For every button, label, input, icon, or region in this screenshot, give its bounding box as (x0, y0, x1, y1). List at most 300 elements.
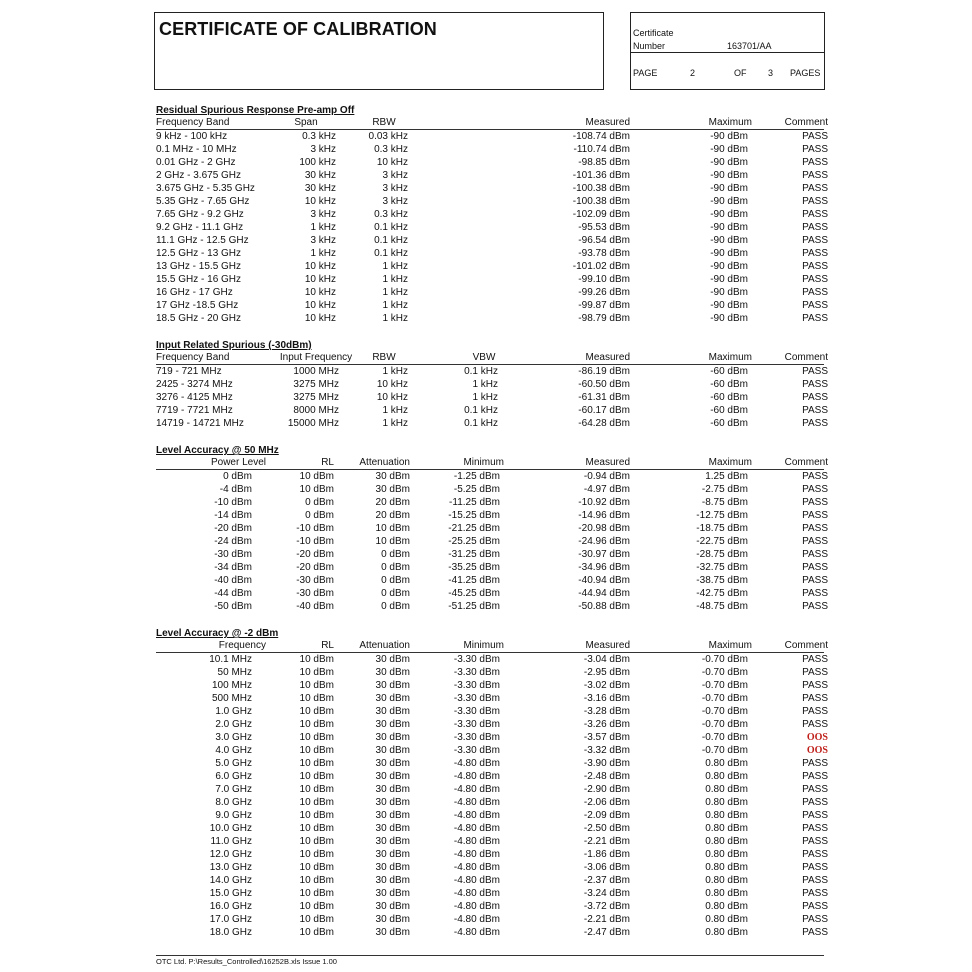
table-cell: -22.75 dBm (696, 536, 748, 547)
table-row (156, 587, 828, 600)
table-cell: -10 dBm (296, 536, 334, 547)
table-cell: -2.47 dBm (583, 927, 630, 938)
status-comment: PASS (802, 313, 828, 324)
status-comment: PASS (802, 693, 828, 704)
section-title: Level Accuracy @ 50 MHz (156, 445, 279, 456)
table-cell: -0.70 dBm (701, 667, 748, 678)
section-title: Input Related Spurious (-30dBm) (156, 340, 312, 351)
table-cell: 0 dBm (223, 471, 252, 482)
table-row (156, 835, 828, 848)
status-comment: PASS (802, 235, 828, 246)
table-cell: -100.38 dBm (572, 196, 630, 207)
page-number: 2 (690, 68, 696, 78)
status-comment: PASS (802, 523, 828, 534)
status-comment: PASS (802, 392, 828, 403)
table-header-row (156, 457, 828, 470)
status-comment: PASS (802, 209, 828, 220)
table-cell: 30 dBm (375, 810, 410, 821)
table-row (156, 574, 828, 587)
table-cell: -60.50 dBm (578, 379, 630, 390)
table-cell: 18.0 GHz (209, 927, 252, 938)
table-cell: -42.75 dBm (696, 588, 748, 599)
table-cell: -10 dBm (214, 497, 252, 508)
table-cell: 1000 MHz (293, 366, 339, 377)
table-row (156, 770, 828, 783)
column-header: Power Level (210, 457, 266, 468)
table-row (156, 874, 828, 887)
table-cell: 4.0 GHz (215, 745, 252, 756)
table-cell: -108.74 dBm (572, 131, 630, 142)
table-row (156, 900, 828, 913)
table-cell: 14.0 GHz (209, 875, 252, 886)
table-cell: 1.0 GHz (215, 706, 252, 717)
column-header: Measured (585, 457, 630, 468)
status-comment: PASS (802, 654, 828, 665)
table-cell: 10 dBm (299, 654, 334, 665)
table-cell: -50 dBm (214, 601, 252, 612)
column-header: Comment (784, 640, 828, 651)
table-row (156, 417, 828, 430)
table-cell: -5.25 dBm (453, 484, 500, 495)
total-pages: 3 (768, 68, 774, 78)
table-row (156, 796, 828, 809)
table-row (156, 483, 828, 496)
table-cell: -4.80 dBm (453, 836, 500, 847)
table-cell: 3 kHz (310, 235, 336, 246)
table-cell: 1.25 dBm (705, 471, 748, 482)
table-row (156, 809, 828, 822)
table-cell: -44 dBm (214, 588, 252, 599)
table-cell: 10 dBm (299, 901, 334, 912)
table-header-row (156, 117, 828, 130)
table-cell: 15.5 GHz - 16 GHz (156, 274, 242, 285)
status-comment: PASS (802, 471, 828, 482)
table-cell: 3 kHz (382, 196, 408, 207)
table-cell: -32.75 dBm (696, 562, 748, 573)
table-cell: -35.25 dBm (448, 562, 500, 573)
table-cell: -60 dBm (710, 418, 748, 429)
table-cell: -1.25 dBm (453, 471, 500, 482)
table-cell: 10 dBm (299, 706, 334, 717)
table-cell: -2.21 dBm (583, 836, 630, 847)
table-cell: -1.86 dBm (583, 849, 630, 860)
table-cell: -3.30 dBm (453, 719, 500, 730)
status-comment: PASS (802, 131, 828, 142)
table-cell: -45.25 dBm (448, 588, 500, 599)
status-comment: PASS (802, 405, 828, 416)
table-cell: -98.85 dBm (578, 157, 630, 168)
table-cell: 0.3 kHz (374, 144, 408, 155)
column-header: VBW (472, 352, 496, 363)
table-cell: 30 dBm (375, 875, 410, 886)
divider (631, 52, 824, 53)
table-row (156, 757, 828, 770)
table-row (156, 718, 828, 731)
table-cell: 10 dBm (299, 680, 334, 691)
table-cell: 20 dBm (375, 497, 410, 508)
column-header: Maximum (708, 457, 752, 468)
section-title: Residual Spurious Response Pre-amp Off (156, 105, 355, 116)
table-cell: 10 kHz (376, 157, 408, 168)
table-cell: 0.3 kHz (374, 209, 408, 220)
status-comment: PASS (802, 771, 828, 782)
table-cell: -110.74 dBm (573, 144, 630, 155)
table-cell: -3.30 dBm (453, 680, 500, 691)
table-row (156, 653, 828, 666)
table-cell: -90 dBm (710, 209, 748, 220)
table-row (156, 234, 828, 247)
status-comment: PASS (802, 706, 828, 717)
table-cell: 1 kHz (382, 405, 408, 416)
table-cell: 100 kHz (299, 157, 336, 168)
table-cell: -4.80 dBm (453, 901, 500, 912)
table-row (156, 221, 828, 234)
table-cell: 1 kHz (382, 366, 408, 377)
table-cell: -90 dBm (710, 261, 748, 272)
status-comment: PASS (802, 575, 828, 586)
column-header: Frequency Band (156, 352, 230, 363)
status-comment: PASS (802, 366, 828, 377)
status-comment: PASS (802, 914, 828, 925)
table-cell: 10 dBm (299, 732, 334, 743)
table-row (156, 496, 828, 509)
status-comment: PASS (802, 418, 828, 429)
table-cell: -31.25 dBm (448, 549, 500, 560)
table-cell: -4.80 dBm (453, 914, 500, 925)
table-cell: 0.80 dBm (705, 927, 748, 938)
table-cell: 7.0 GHz (215, 784, 252, 795)
table-cell: 1 kHz (382, 300, 408, 311)
table-cell: -41.25 dBm (448, 575, 500, 586)
table-cell: -8.75 dBm (701, 497, 748, 508)
table-cell: 0.80 dBm (705, 797, 748, 808)
table-cell: -90 dBm (710, 144, 748, 155)
table-row (156, 887, 828, 900)
table-cell: 10 dBm (299, 745, 334, 756)
table-cell: -18.75 dBm (696, 523, 748, 534)
table-cell: 6.0 GHz (215, 771, 252, 782)
table-cell: -90 dBm (710, 235, 748, 246)
table-cell: -3.06 dBm (583, 862, 630, 873)
table-cell: -14 dBm (214, 510, 252, 521)
table-row (156, 848, 828, 861)
status-comment: PASS (802, 222, 828, 233)
table-cell: 10 dBm (299, 771, 334, 782)
table-cell: 10 dBm (299, 667, 334, 678)
status-comment: PASS (802, 667, 828, 678)
status-comment: PASS (802, 510, 828, 521)
status-comment: PASS (802, 810, 828, 821)
table-row (156, 692, 828, 705)
table-cell: -4.80 dBm (453, 758, 500, 769)
status-comment: PASS (802, 719, 828, 730)
table-cell: -14.96 dBm (578, 510, 630, 521)
table-cell: -24.96 dBm (578, 536, 630, 547)
table-row (156, 744, 828, 757)
table-cell: -12.75 dBm (696, 510, 748, 521)
table-cell: -2.95 dBm (583, 667, 630, 678)
table-row (156, 509, 828, 522)
status-comment: PASS (802, 170, 828, 181)
table-cell: -21.25 dBm (448, 523, 500, 534)
column-header: Minimum (463, 457, 504, 468)
table-cell: 3.675 GHz - 5.35 GHz (156, 183, 255, 194)
table-cell: -3.28 dBm (583, 706, 630, 717)
column-header: Maximum (708, 117, 752, 128)
table-row (156, 260, 828, 273)
table-cell: -0.70 dBm (701, 745, 748, 756)
table-cell: 13 GHz - 15.5 GHz (156, 261, 242, 272)
table-cell: 16 GHz - 17 GHz (156, 287, 233, 298)
table-cell: -90 dBm (710, 170, 748, 181)
table-cell: -4.80 dBm (453, 823, 500, 834)
table-row (156, 299, 828, 312)
table-cell: -20 dBm (214, 523, 252, 534)
certificate-number: 163701/AA (727, 41, 772, 51)
page-label: PAGE (633, 68, 658, 78)
table-cell: 10 kHz (376, 379, 408, 390)
table-cell: 7.65 GHz - 9.2 GHz (156, 209, 244, 220)
table-cell: 7719 - 7721 MHz (156, 405, 233, 416)
status-comment: PASS (802, 379, 828, 390)
table-cell: 30 dBm (375, 888, 410, 899)
table-cell: -100.38 dBm (572, 183, 630, 194)
table-cell: 12.0 GHz (209, 849, 252, 860)
table-row (156, 404, 828, 417)
column-header: Measured (585, 640, 630, 651)
table-cell: -0.70 dBm (701, 706, 748, 717)
table-row (156, 391, 828, 404)
table-cell: 10 dBm (375, 536, 410, 547)
table-cell: 0 dBm (381, 575, 410, 586)
table-cell: 0 dBm (305, 497, 334, 508)
column-header: Attenuation (359, 457, 410, 468)
table-cell: -20 dBm (296, 562, 334, 573)
table-cell: 3275 MHz (293, 392, 339, 403)
table-cell: 10 dBm (299, 758, 334, 769)
table-cell: -90 dBm (710, 183, 748, 194)
table-cell: 10 dBm (299, 875, 334, 886)
table-cell: -38.75 dBm (696, 575, 748, 586)
table-cell: -25.25 dBm (448, 536, 500, 547)
table-cell: -90 dBm (710, 300, 748, 311)
table-cell: 10 dBm (299, 849, 334, 860)
table-cell: -3.90 dBm (583, 758, 630, 769)
number-label: Number (633, 41, 666, 51)
status-comment: PASS (802, 261, 828, 272)
status-comment: PASS (802, 588, 828, 599)
table-cell: 30 dBm (375, 862, 410, 873)
table-cell: -90 dBm (710, 157, 748, 168)
column-header: Maximum (708, 640, 752, 651)
table-cell: 30 dBm (375, 484, 410, 495)
table-cell: 10 kHz (304, 274, 336, 285)
table-cell: -2.75 dBm (701, 484, 748, 495)
table-cell: 10 kHz (376, 392, 408, 403)
table-cell: 1 kHz (382, 418, 408, 429)
column-header: Frequency (218, 640, 266, 651)
table-cell: -101.36 dBm (572, 170, 630, 181)
table-cell: 1 kHz (472, 392, 498, 403)
column-header: Minimum (463, 640, 504, 651)
table-cell: -40 dBm (296, 601, 334, 612)
table-cell: 0.80 dBm (705, 888, 748, 899)
status-comment: PASS (802, 823, 828, 834)
column-header: Comment (784, 352, 828, 363)
table-cell: -3.24 dBm (583, 888, 630, 899)
column-header: Maximum (708, 352, 752, 363)
table-cell: 17.0 GHz (209, 914, 252, 925)
table-row (156, 679, 828, 692)
status-comment: PASS (802, 875, 828, 886)
table-cell: 10 kHz (304, 196, 336, 207)
table-cell: 10 dBm (299, 862, 334, 873)
table-cell: 0 dBm (381, 562, 410, 573)
table-cell: 30 dBm (375, 797, 410, 808)
table-cell: 3 kHz (310, 209, 336, 220)
table-cell: -99.87 dBm (578, 300, 630, 311)
table-cell: 2 GHz - 3.675 GHz (156, 170, 242, 181)
table-cell: 10 dBm (299, 914, 334, 925)
table-cell: -4.80 dBm (453, 875, 500, 886)
table-cell: 0.80 dBm (705, 771, 748, 782)
table-row (156, 822, 828, 835)
table-cell: 3 kHz (382, 183, 408, 194)
table-cell: -15.25 dBm (448, 510, 500, 521)
table-cell: 100 MHz (211, 680, 252, 691)
table-cell: 0.1 kHz (464, 366, 498, 377)
table-cell: 10 dBm (299, 797, 334, 808)
table-cell: -40.94 dBm (578, 575, 630, 586)
of-label: OF (734, 68, 747, 78)
table-cell: -60.17 dBm (578, 405, 630, 416)
column-header: Span (294, 117, 318, 128)
table-row (156, 705, 828, 718)
table-cell: 10 dBm (299, 927, 334, 938)
table-row (156, 861, 828, 874)
table-cell: -34.96 dBm (578, 562, 630, 573)
table-row (156, 731, 828, 744)
status-comment: PASS (802, 183, 828, 194)
table-cell: -0.94 dBm (583, 471, 630, 482)
table-row (156, 286, 828, 299)
table-cell: -4.80 dBm (453, 862, 500, 873)
table-cell: -28.75 dBm (696, 549, 748, 560)
pages-label: PAGES (790, 68, 821, 78)
table-cell: 0.80 dBm (705, 862, 748, 873)
table-cell: 12.5 GHz - 13 GHz (156, 248, 242, 259)
table-cell: 16.0 GHz (209, 901, 252, 912)
certificate-info-box (630, 12, 825, 90)
table-cell: 30 kHz (304, 183, 336, 194)
table-row (156, 208, 828, 221)
table-cell: 30 dBm (375, 927, 410, 938)
status-comment: PASS (802, 784, 828, 795)
status-comment: PASS (802, 196, 828, 207)
table-cell: -60 dBm (710, 392, 748, 403)
table-cell: -102.09 dBm (572, 209, 630, 220)
table-cell: 3.0 GHz (215, 732, 252, 743)
table-cell: 10 kHz (304, 261, 336, 272)
table-cell: 3 kHz (310, 144, 336, 155)
table-cell: -90 dBm (710, 196, 748, 207)
level-accuracy-minus2dbm-section (156, 628, 828, 939)
table-row (156, 926, 828, 939)
table-cell: -24 dBm (214, 536, 252, 547)
table-cell: -30 dBm (214, 549, 252, 560)
table-cell: 3 kHz (382, 170, 408, 181)
table-cell: 30 dBm (375, 693, 410, 704)
table-row (156, 470, 828, 483)
table-row (156, 561, 828, 574)
status-comment: PASS (802, 497, 828, 508)
table-cell: 0.80 dBm (705, 849, 748, 860)
table-cell: 0.01 GHz - 2 GHz (156, 157, 236, 168)
table-cell: 30 dBm (375, 667, 410, 678)
table-cell: 0.80 dBm (705, 810, 748, 821)
table-cell: 30 dBm (375, 771, 410, 782)
table-cell: 10 dBm (299, 888, 334, 899)
table-row (156, 156, 828, 169)
table-cell: -11.25 dBm (449, 497, 500, 508)
table-cell: 30 dBm (375, 745, 410, 756)
table-cell: 0.1 kHz (374, 248, 408, 259)
table-cell: 0.1 kHz (374, 222, 408, 233)
status-comment: PASS (802, 601, 828, 612)
table-cell: 1 kHz (382, 274, 408, 285)
table-cell: 10 dBm (299, 693, 334, 704)
table-row (156, 535, 828, 548)
status-comment: PASS (802, 248, 828, 259)
table-cell: 10 kHz (304, 313, 336, 324)
table-cell: 13.0 GHz (209, 862, 252, 873)
table-cell: -50.88 dBm (578, 601, 630, 612)
table-cell: 10 kHz (304, 287, 336, 298)
table-row (156, 548, 828, 561)
table-cell: 0 dBm (381, 549, 410, 560)
table-cell: -4.80 dBm (453, 771, 500, 782)
table-cell: 1 kHz (382, 313, 408, 324)
residual-spurious-section (156, 105, 828, 325)
table-cell: -2.37 dBm (583, 875, 630, 886)
table-cell: 0 dBm (381, 601, 410, 612)
status-comment: PASS (802, 927, 828, 938)
table-cell: -3.72 dBm (583, 901, 630, 912)
table-cell: 30 dBm (375, 680, 410, 691)
status-comment: PASS (802, 274, 828, 285)
table-cell: 9.0 GHz (215, 810, 252, 821)
table-cell: 10 dBm (375, 523, 410, 534)
table-cell: 10.0 GHz (209, 823, 252, 834)
table-cell: -0.70 dBm (701, 654, 748, 665)
table-cell: -40 dBm (214, 575, 252, 586)
column-header: RL (321, 640, 334, 651)
column-header: Measured (585, 352, 630, 363)
table-cell: 30 dBm (375, 914, 410, 925)
status-comment: PASS (802, 300, 828, 311)
table-cell: 30 dBm (375, 784, 410, 795)
table-cell: 30 dBm (375, 471, 410, 482)
table-cell: -4 dBm (219, 484, 252, 495)
table-cell: 11.0 GHz (210, 836, 252, 847)
table-row (156, 666, 828, 679)
table-cell: -48.75 dBm (696, 601, 748, 612)
table-row (156, 169, 828, 182)
table-cell: -3.16 dBm (583, 693, 630, 704)
table-cell: 15.0 GHz (209, 888, 252, 899)
table-cell: 0.80 dBm (705, 875, 748, 886)
table-cell: 10 dBm (299, 836, 334, 847)
